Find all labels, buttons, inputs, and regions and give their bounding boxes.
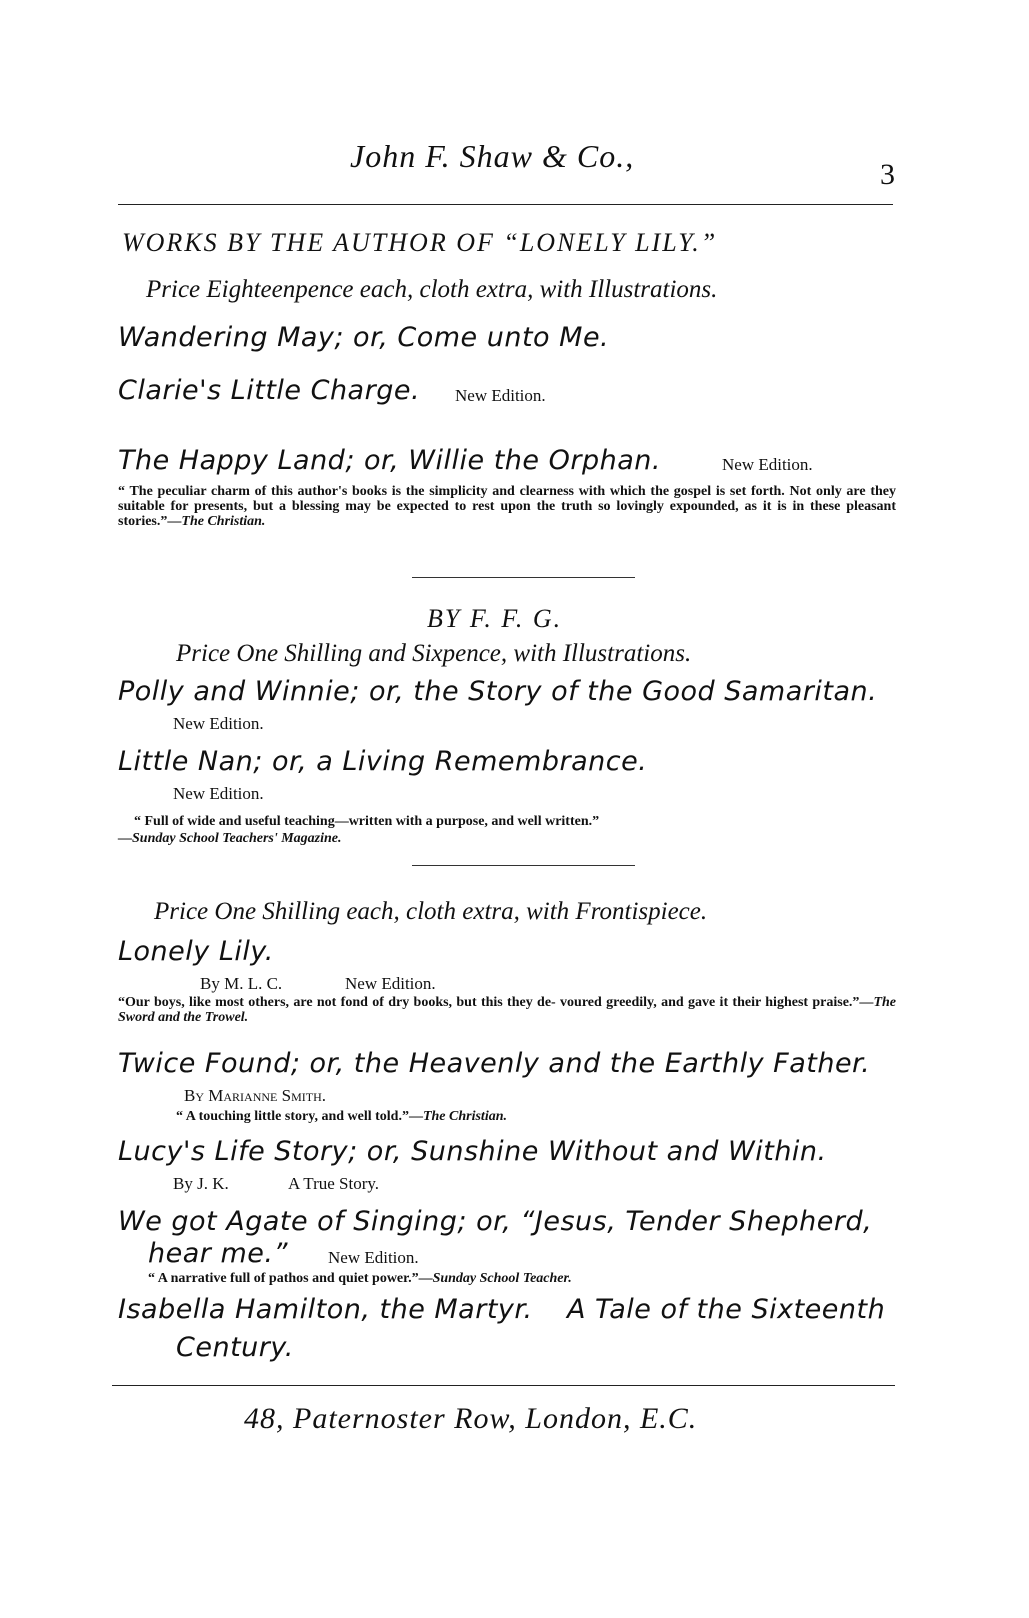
review-source: —Sunday School Teachers' Magazine. <box>118 831 342 846</box>
byline: By M. L. C. <box>200 974 283 993</box>
edition-label: New Edition. <box>345 974 436 993</box>
book-title-twice-found: Twice Found; or, the Heavenly and the Earthly Father. <box>118 1048 871 1079</box>
review-quote: “ Full of wide and useful teaching—written with a purpose, and well written.” <box>134 814 600 829</box>
header-rule <box>118 204 893 205</box>
section-divider <box>412 865 635 866</box>
review-quote: “Our boys, like most others, are not fond of dry books, but this they de- voured greedily, and gave it their highest praise.”—The Sword and the Trowel. <box>118 995 896 1025</box>
book-title-happy-land: The Happy Land; or, Willie the Orphan. <box>118 445 661 476</box>
book-title-little-nan: Little Nan; or, a Living Remembrance. <box>118 746 648 777</box>
review-quote: “ The peculiar charm of this author's books is the simplicity and clearness with which the gospel is set forth. Not only are they suitable for presents, but a blessing may be expected to rest upon the truth so lovingly expounded, as it is in these pleasant stories.”—The Christian. <box>118 484 896 529</box>
edition-label: New Edition. <box>173 784 264 803</box>
book-title-lucys-life-story: Lucy's Life Story; or, Sunshine Without and Within. <box>118 1136 827 1167</box>
section1-price: Price Eighteenpence each, cloth extra, with Illustrations. <box>146 276 718 303</box>
footer-rule <box>112 1385 895 1386</box>
publisher-address: 48, Paternoster Row, London, E.C. <box>244 1402 698 1435</box>
book-title-isabella-hamilton-line2: Century. <box>176 1332 294 1363</box>
edition-label: New Edition. <box>328 1248 419 1267</box>
edition-label: New Edition. <box>722 455 813 474</box>
book-title-claries-little-charge: Clarie's Little Charge. <box>118 375 421 406</box>
edition-label: New Edition. <box>173 714 264 733</box>
review-quote: “ A narrative full of pathos and quiet power.”—Sunday School Teacher. <box>148 1271 572 1286</box>
publisher-header: John F. Shaw & Co., <box>350 138 635 174</box>
byline: By Marianne Smith. <box>184 1086 326 1105</box>
section2-heading: BY F. F. G. <box>427 604 563 633</box>
book-title-polly-and-winnie: Polly and Winnie; or, the Story of the Good Samaritan. <box>118 676 878 707</box>
book-title-isabella-hamilton: Isabella Hamilton, the Martyr. <box>118 1294 533 1325</box>
book-title-we-got-agate-line2: hear me.” <box>148 1238 288 1269</box>
section3-price: Price One Shilling each, cloth extra, with Frontispiece. <box>154 898 708 925</box>
section-divider <box>412 577 635 578</box>
section1-heading: WORKS BY THE AUTHOR OF “LONELY LILY.” <box>122 228 718 257</box>
edition-label: New Edition. <box>455 386 546 405</box>
edition-label: A True Story. <box>288 1174 380 1193</box>
book-title-lonely-lily: Lonely Lily. <box>118 936 274 967</box>
section2-price: Price One Shilling and Sixpence, with Illustrations. <box>176 640 692 667</box>
byline: By J. K. <box>173 1174 229 1193</box>
book-title-wandering-may: Wandering May; or, Come unto Me. <box>118 322 610 353</box>
book-title-isabella-hamilton-subtitle: A Tale of the Sixteenth <box>567 1294 886 1325</box>
book-title-we-got-agate: We got Agate of Singing; or, “Jesus, Tender Shepherd, <box>118 1206 873 1237</box>
review-quote: “ A touching little story, and well told.”—The Christian. <box>176 1109 507 1124</box>
page-number: 3 <box>880 158 895 191</box>
